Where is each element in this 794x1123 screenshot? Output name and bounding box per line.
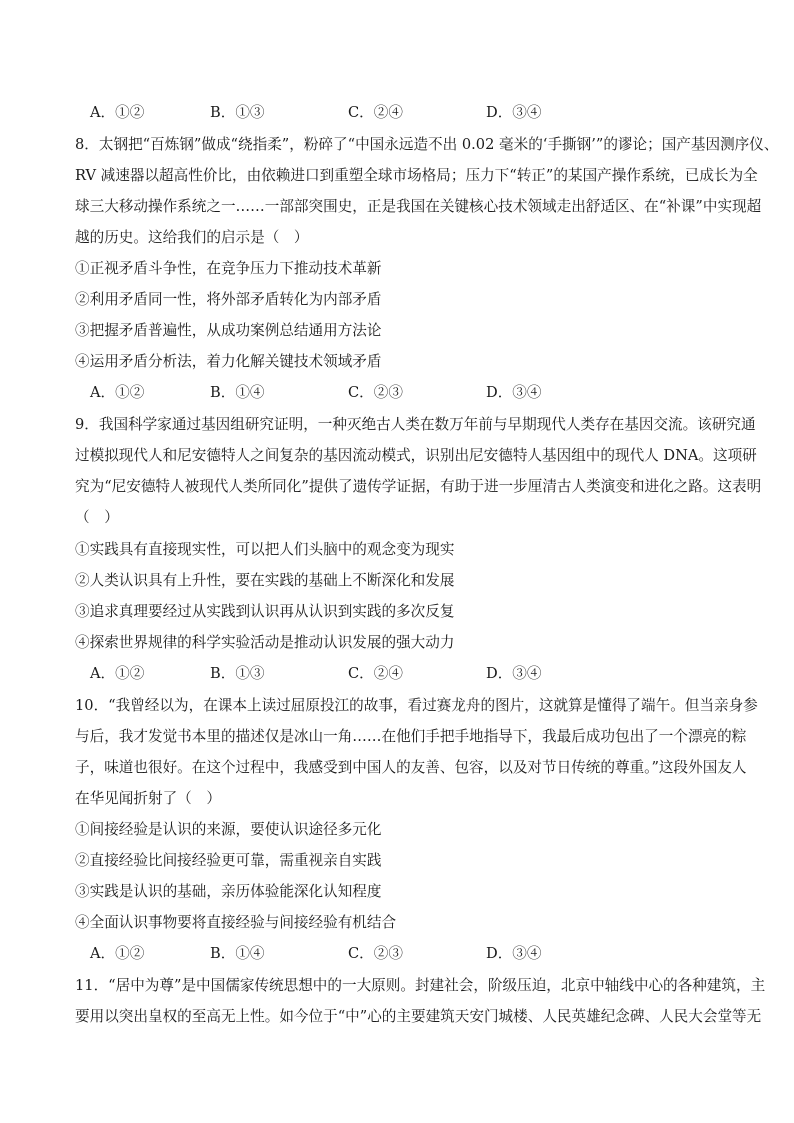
q10-option-c[interactable]: C．②③ (348, 945, 403, 962)
q9-stem-line-4: （ ） (75, 509, 119, 526)
q10-statement-2: ②直接经验比间接经验更可靠，需重视亲自实践 (75, 852, 382, 869)
q9-stem-line-3: 究为“尼安德特人被现代人类所同化”提供了遗传学证据，有助于进一步厘清古人类演变和进化之路。这表明 (75, 478, 762, 495)
q9-statement-4: ④探索世界规律的科学实验活动是推动认识发展的强大动力 (75, 634, 455, 651)
q8-stem-line-2: RV 减速器以超高性价比，由依赖进口到重塑全球市场格局；压力下“转正”的某国产操作系统，已成长为全 (75, 167, 758, 184)
q9-options (90, 664, 650, 684)
q10-statement-4: ④全面认识事物要将直接经验与间接经验有机结合 (75, 914, 397, 931)
q8-option-c[interactable]: C．②③ (348, 384, 403, 401)
q7-option-d[interactable]: D．③④ (486, 104, 542, 121)
q7-option-b[interactable]: B．①③ (210, 104, 265, 121)
q8-options (90, 383, 650, 403)
q8-option-d[interactable]: D．③④ (486, 384, 542, 401)
q8-statement-1: ①正视矛盾斗争性，在竞争压力下推动技术革新 (75, 260, 382, 277)
q11-stem-line-2: 要用以突出皇权的至高无上性。如今位于“中”心的主要建筑天安门城楼、人民英雄纪念碑、人民大会堂等无 (75, 1008, 762, 1025)
q10-option-a[interactable]: A．①② (90, 945, 145, 962)
q8-stem-line-1: 8．太钢把“百炼钢”做成“绕指柔”，粉碎了“中国永远造不出 0.02 毫米的‘手撕钢’”的谬论；国产基因测序仪、 (75, 136, 779, 153)
q10-statement-1: ①间接经验是认识的来源，要使认识途径多元化 (75, 821, 382, 838)
q10-statement-3: ③实践是认识的基础，亲历体验能深化认知程度 (75, 883, 382, 900)
q9-option-c[interactable]: C．②④ (348, 665, 403, 682)
q9-option-a[interactable]: A．①② (90, 665, 145, 682)
q7-options (90, 103, 650, 123)
q10-options (90, 944, 650, 964)
q8-stem-line-4: 越的历史。这给我们的启示是（ ） (75, 229, 309, 246)
q8-stem-line-3: 球三大移动操作系统之一……一部部突围史，正是我国在关键核心技术领域走出舒适区、在“补课”中实现超 (75, 198, 762, 215)
q10-option-d[interactable]: D．③④ (486, 945, 542, 962)
q11-stem-line-1: 11．“居中为尊”是中国儒家传统思想中的一大原则。封建社会，阶级压迫，北京中轴线中心的各种建筑，主 (75, 977, 766, 994)
q10-stem-line-4: 在华见闻折射了（ ） (75, 790, 221, 807)
q10-stem-line-2: 与后，我才发觉书本里的描述仅是冰山一角……在他们手把手地指导下，我最后成功包出了一个漂亮的粽 (75, 728, 747, 745)
q9-stem-line-2: 过模拟现代人和尼安德特人之间复杂的基因流动模式，识别出尼安德特人基因组中的现代人 DNA。这项研 (75, 447, 757, 464)
q9-statement-1: ①实践具有直接现实性，可以把人们头脑中的观念变为现实 (75, 541, 455, 558)
q10-stem-line-3: 子，味道也很好。在这个过程中，我感受到中国人的友善、包容，以及对节日传统的尊重。”这段外国友人 (75, 759, 747, 776)
q9-option-b[interactable]: B．①③ (210, 665, 265, 682)
q9-statement-3: ③追求真理要经过从实践到认识再从认识到实践的多次反复 (75, 603, 455, 620)
q7-option-a[interactable]: A．①② (90, 104, 145, 121)
q9-statement-2: ②人类认识具有上升性，要在实践的基础上不断深化和发展 (75, 572, 455, 589)
q9-stem-line-1: 9．我国科学家通过基因组研究证明，一种灭绝古人类在数万年前与早期现代人类存在基因交流。该研究通 (75, 416, 756, 433)
q9-option-d[interactable]: D．③④ (486, 665, 542, 682)
q7-option-c[interactable]: C．②④ (348, 104, 403, 121)
q8-option-a[interactable]: A．①② (90, 384, 145, 401)
q8-statement-2: ②利用矛盾同一性，将外部矛盾转化为内部矛盾 (75, 291, 382, 308)
q10-stem-line-1: 10．“我曾经以为，在课本上读过屈原投江的故事，看过赛龙舟的图片，这就算是懂得了端午。但当亲身参 (75, 697, 758, 714)
q8-statement-3: ③把握矛盾普遍性，从成功案例总结通用方法论 (75, 322, 382, 339)
q8-statement-4: ④运用矛盾分析法，着力化解关键技术领域矛盾 (75, 353, 382, 370)
q8-option-b[interactable]: B．①④ (210, 384, 265, 401)
q10-option-b[interactable]: B．①④ (210, 945, 265, 962)
